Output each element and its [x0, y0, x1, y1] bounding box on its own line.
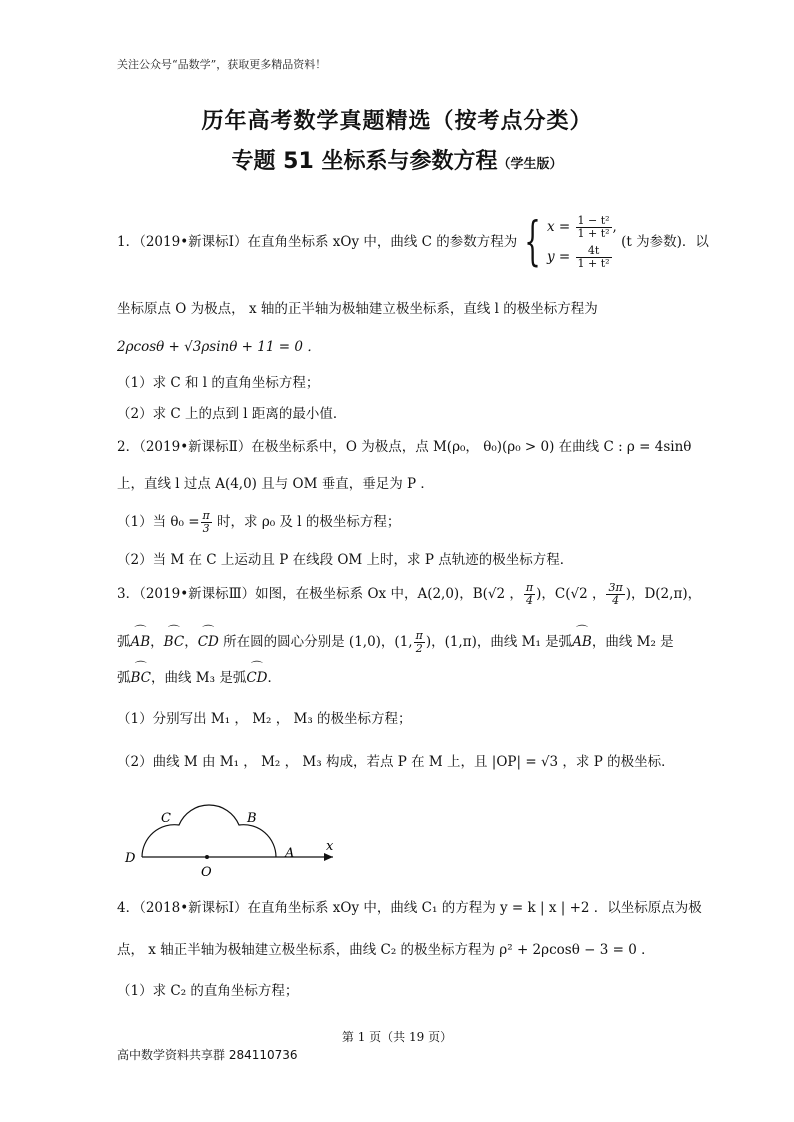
q3-line2: [117, 630, 674, 655]
q1-line2: 坐标原点 O 为极点， x 轴的正半轴为极轴建立极坐标系，直线 l 的极坐标方程为: [117, 301, 598, 317]
q2-part1-b: 时，求 ρ₀ 及 l 的极坐标方程；: [212, 514, 401, 530]
q3-line3-c: ．: [267, 670, 281, 686]
label-c: C: [161, 811, 171, 826]
q2-part1-a: （1）当 θ₀ =: [117, 514, 200, 530]
arc-ab: ⌒ AB: [131, 632, 151, 652]
sys-x-lhs: x =: [546, 219, 571, 235]
q3-line3-b: ，曲线 M₃ 是弧: [151, 670, 247, 686]
sys-y-lhs: y =: [546, 249, 571, 265]
subtitle-tag: （学生版）: [497, 157, 563, 172]
page-title: 历年高考数学真题精选（按考点分类）: [201, 108, 593, 134]
q3-line2-c: ，: [184, 634, 198, 650]
q1-param-system: { x = $\frac{\text{1 − t²}}{\text{1 + t²}}$ , y = $\frac{4t}{\text{1 + t²}}$: [523, 212, 617, 272]
page-number: 第 1 页（共 19 页）: [341, 1030, 453, 1044]
arc-bc-ref: ⌒ BC: [131, 668, 152, 688]
q3-line2-b: ，: [150, 634, 164, 650]
q1-line3: 2ρcosθ + √3ρsinθ + 11 = 0 ．: [117, 339, 321, 355]
q3-line1-c: )，D(2,π)，: [625, 586, 702, 602]
sys-x-frac: $\frac{\text{1 − t²}}{\text{1 + t²}}$: [577, 214, 610, 240]
q3-line2-d: 所在圆的圆心分别是 (1,0)，(1,: [218, 634, 413, 650]
footer-group: 高中数学资料共享群 284110736: [117, 1048, 298, 1062]
q2-frac: $\frac{\pi}{3}$: [202, 509, 210, 535]
arc-cd-ref: ⌒ CD: [246, 668, 267, 688]
header-note: 关注公众号“品数学”，获取更多精品资料！: [117, 58, 327, 71]
page-subtitle: [0, 144, 794, 175]
q3-c-frac: $\frac{3\pi}{4}$: [608, 581, 623, 607]
axis-arrow: [324, 853, 333, 861]
q2-part2: （2）当 M 在 C 上运动且 P 在线段 OM 上时，求 P 点轨迹的极坐标方程．: [117, 552, 574, 568]
q3-line3-a: 弧: [117, 670, 131, 686]
brace-symbol: {: [523, 212, 541, 272]
arc-bc: ⌒ BC: [164, 632, 185, 652]
label-a: A: [285, 846, 295, 861]
q4-line1: 4．（2018•新课标Ⅰ）在直角坐标系 xOy 中，曲线 C₁ 的方程为 y = k | x | +2 ．以坐标原点为极: [117, 900, 702, 916]
q3-line1: [117, 582, 701, 607]
label-o: O: [201, 865, 212, 880]
label-x: x: [326, 839, 334, 854]
q1-lead: 1．（2019•新课标Ⅰ）在直角坐标系 xOy 中，曲线 C 的参数方程为: [117, 234, 518, 250]
q4-part1: （1）求 C₂ 的直角坐标方程；: [117, 983, 299, 999]
q1-line1: [117, 212, 709, 272]
polar-arcs-figure: [115, 786, 355, 882]
q3-line2-a: 弧: [117, 634, 131, 650]
q1-part1: （1）求 C 和 l 的直角坐标方程；: [117, 375, 320, 391]
q3-line2-e: )，(1,π)，曲线 M₁ 是弧: [425, 634, 573, 650]
arc-ab-ref: ⌒ AB: [572, 632, 592, 652]
q1-part2: （2）求 C 上的点到 l 距离的最小值．: [117, 406, 347, 422]
q3-line1-a: 3．（2019•新课标Ⅲ）如图，在极坐标系 Ox 中，A(2,0)，B(√2 ，: [117, 586, 523, 602]
q3-part2: （2）曲线 M 由 M₁ ， M₂ ， M₃ 构成，若点 P 在 M 上，且 |OP| = √3 ，求 P 的极坐标．: [117, 754, 675, 770]
q3-part1: （1）分别写出 M₁ ， M₂ ， M₃ 的极坐标方程；: [117, 711, 412, 727]
q2-line1: 2．（2019•新课标Ⅱ）在极坐标系中，O 为极点，点 M(ρ₀， θ₀)(ρ₀ > 0) 在曲线 C : ρ = 4sinθ: [117, 439, 692, 455]
subtitle-text: 专题 51 坐标系与参数方程: [231, 149, 498, 174]
sys-y-frac: $\frac{4t}{\text{1 + t²}}$: [577, 244, 610, 270]
label-b: B: [247, 811, 257, 826]
q2-line2: 上，直线 l 过点 A(4,0) 且与 OM 垂直，垂足为 P ．: [117, 476, 434, 492]
q3-line2-f: ，曲线 M₂ 是: [591, 634, 674, 650]
origin-point: [205, 855, 209, 859]
q3-line1-b: )，C(√2 ，: [536, 586, 606, 602]
q3-center-frac: $\frac{\pi}{2}$: [415, 629, 423, 655]
label-d: D: [125, 851, 136, 866]
arc-cd: ⌒ CD: [198, 632, 219, 652]
q4-line2: 点， x 轴正半轴为极轴建立极坐标系，曲线 C₂ 的极坐标方程为 ρ² + 2ρcosθ − 3 = 0 ．: [117, 942, 655, 958]
q3-line3: [117, 668, 281, 688]
q1-tail: (t 为参数)．以: [621, 234, 709, 250]
q3-b-frac: $\frac{\pi}{4}$: [525, 581, 534, 607]
q2-part1: [117, 510, 400, 535]
